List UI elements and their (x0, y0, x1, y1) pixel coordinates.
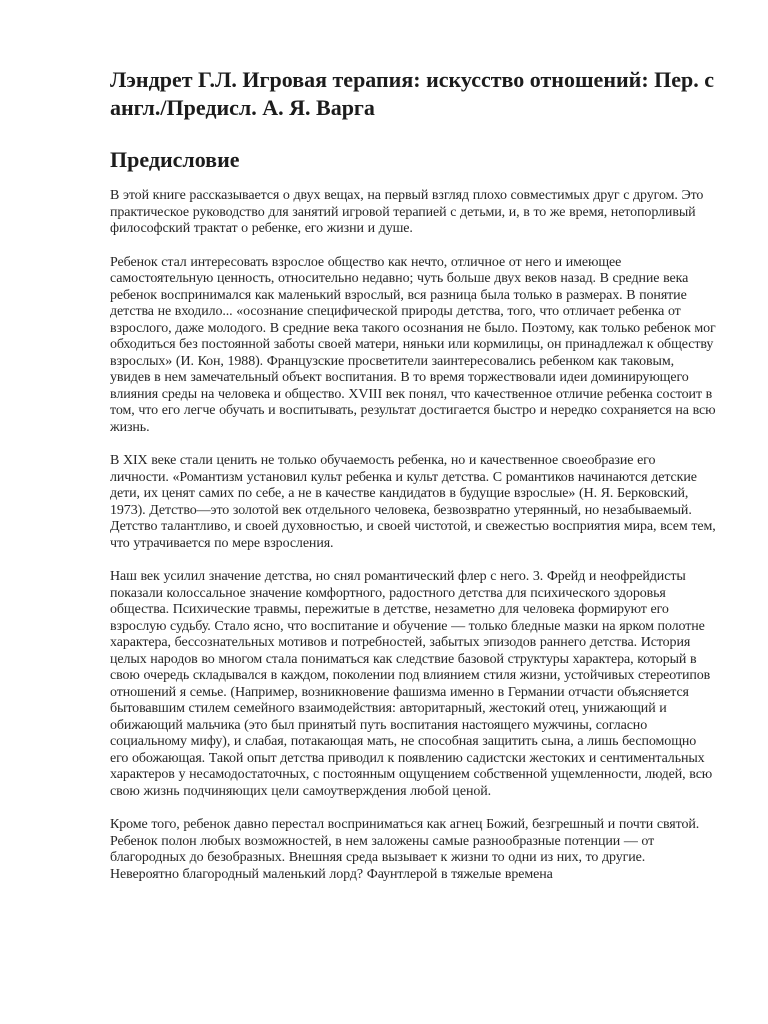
paragraph: Кроме того, ребенок давно перестал восприниматься как агнец Божий, безгрешный и почти святой. Ребенок полон любых возможностей, в нем заложены самые разнообразные потенции — от благородных до безобразных. Внешняя среда вызывает к жизни то одни из них, то другие. Невероятно благородный маленький лорд? Фаунтлерой в тяжелые времена (110, 817, 700, 882)
document-title: Лэндрет Г.Л. Игровая терапия: искусство отношений: Пер. с англ./Предисл. А. Я. Варга (110, 67, 715, 120)
document-content (110, 66, 716, 883)
body-text (110, 188, 716, 883)
section-heading: Предисловие (110, 147, 240, 172)
paragraph: В XIX веке стали ценить не только обучаемость ребенка, но и качественное своеобразие его личности. «Романтизм установил культ ребенка и культ детства. С романтиков начинаются детские дети, их ценят самих по себе, а не в качестве кандидатов в будущие взрослые» (Н. Я. Берковский, 1973). Детство—это золотой век отдельного человека, безвозвратно утерянный, но незабываемый. Детство талантливо, и своей духовностью, и своей чистотой, и свежестью восприятия мира, всем тем, что утрачивается по мере взросления. (110, 453, 716, 551)
paragraph: Наш век усилил значение детства, но снял романтический флер с него. 3. Фрейд и неофрейдисты показали колоссальное значение комфортного, радостного детства для психического здоровья общества. Психические травмы, пережитые в детстве, незаметно для человека формируют его взрослую судьбу. Стало ясно, что воспитание и обучение — только бледные мазки на ярком полотне характера, бессознательных мотивов и потребностей, забытых эпизодов раннего детства. История целых народов во многом стала пониматься как следствие базовой структуры характера, который в свою очередь складывался в каждом, поколении под влиянием стиля жизни, устойчивых стереотипов отношений я семье. (Например, возникновение фашизма именно в Германии отчасти объясняется бытовавшим стилем семейного взаимодействия: авторитарный, жестокий отец, унижающий и обижающий мальчика (это был принятый путь воспитания настоящего мужчины, согласно социальному мифу), и слабая, потакающая мать, не способная защитить сына, а лишь беспомощно его обожающая. Такой опыт детства приводил к появлению садистски жестоких и сентиментальных характеров у несамодостаточных, с постоянным ощущением собственной ущемленности, людей, всю свою жизнь подчиняющих цели самоутверждения любой ценой. (110, 569, 713, 799)
paragraph: В этой книге рассказывается о двух вещах, на первый взгляд плохо совместимых друг с другом. Это практическое руководство для занятий игровой терапией с детьми, и, в то же время, нетопорливый философский трактат о ребенке, его жизни и душе. (110, 188, 704, 236)
paragraph: Ребенок стал интересовать взрослое общество как нечто, отличное от него и имеющее самостоятельную ценность, относительно недавно; чуть больше двух веков назад. В средние века ребенок воспринимался как маленький взрослый, вся разница была только в размерах. В понятие детства не входило... «осознание специфической природы детства, того, что отличает ребенка от взрослого, даже молодого. В средние века такого осознания не было. Поэтому, как только ребенок мог обходиться без постоянной заботы своей матери, няньки или кормилицы, он принадлежал к обществу взрослых» (И. Кон, 1988). Французские просветители заинтересовались ребенком как таковым, увидев в нем замечательный объект воспитания. В то время торжествовали идеи доминирующего влияния среды на человека и общество. XVIII век понял, что качественное отличие ребенка состоит в том, что его легче обучать и воспитывать, результат достигается быстро и нередко сохраняется на всю жизнь. (110, 254, 716, 435)
